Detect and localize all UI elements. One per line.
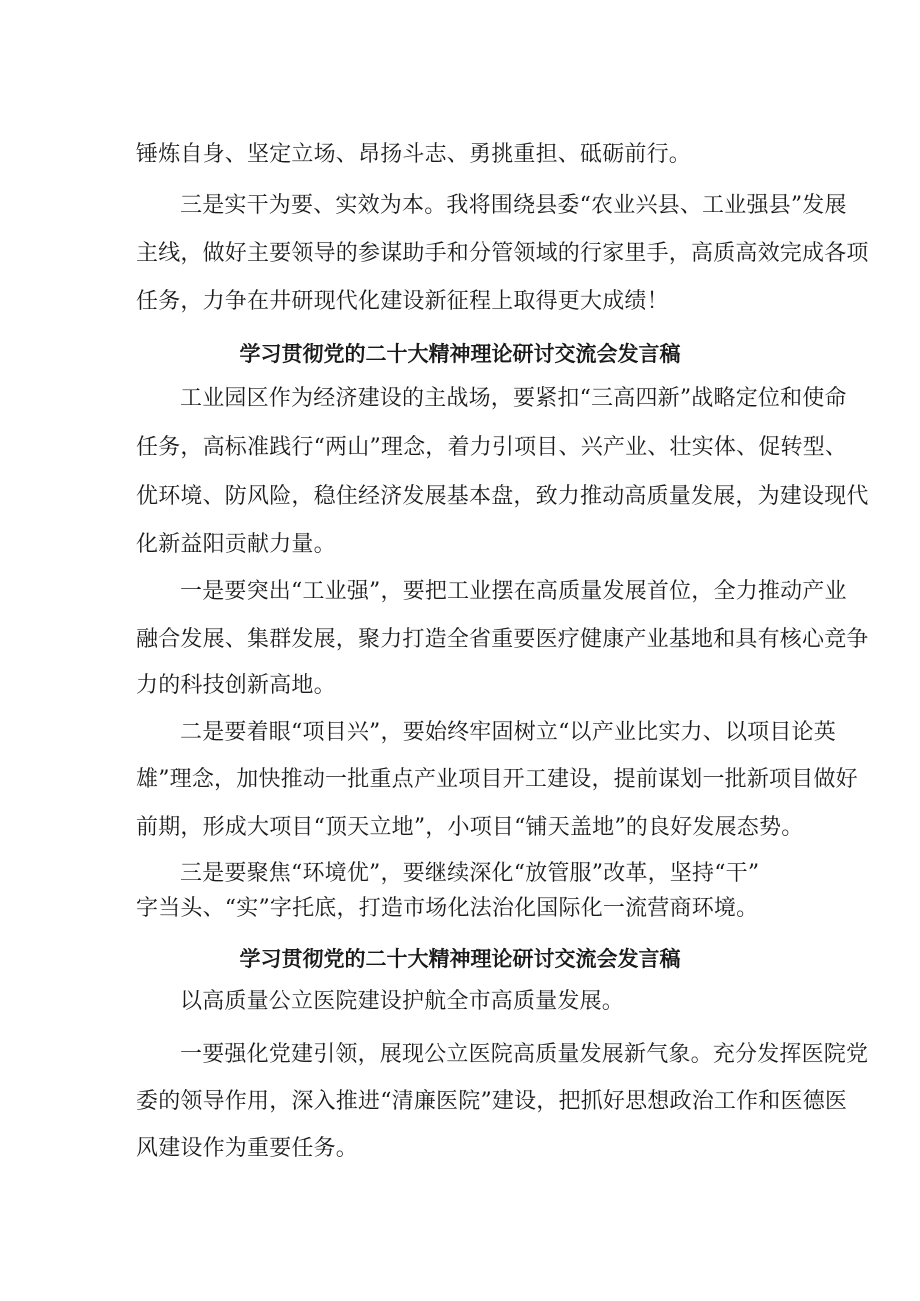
paragraph-line: 优环境、防风险，稳住经济发展基本盘，致力推动高质量发展，为建设现代 <box>136 484 869 509</box>
paragraph-line: 前期，形成大项目“顶天立地”，小项目“铺天盖地”的良好发展态势。 <box>136 815 804 840</box>
paragraph-line: 风建设作为重要任务。 <box>136 1136 359 1161</box>
paragraph-line: 力的科技创新高地。 <box>136 673 336 698</box>
paragraph-line: 二是要着眼“项目兴”，要始终牢固树立“以产业比实力、以项目论英 <box>180 720 836 745</box>
paragraph-line: 任务，力争在井研现代化建设新征程上取得更大成绩！ <box>136 289 669 314</box>
paragraph-line: 字当头、“实”字托底，打造市场化法治化国际化一流营商环境。 <box>136 896 759 921</box>
paragraph-line: 一是要突出“工业强”，要把工业摆在高质量发展首位，全力推动产业 <box>180 579 847 604</box>
paragraph-line: 三是要聚焦“环境优”，要继续深化“放管服”改革，坚持“干” <box>180 861 760 886</box>
paragraph-line: 融合发展、集群发展，聚力打造全省重要医疗健康产业基地和具有核心竞争 <box>136 627 869 652</box>
paragraph-line: 三是实干为要、实效为本。我将围绕县委“农业兴县、工业强县”发展 <box>180 193 847 218</box>
paragraph-line: 锤炼自身、坚定立场、昂扬斗志、勇挑重担、砥砺前行。 <box>136 142 692 167</box>
paragraph-line: 化新益阳贡献力量。 <box>136 532 336 557</box>
section-title: 学习贯彻党的二十大精神理论研讨交流会发言稿 <box>239 342 681 366</box>
paragraph-line: 以高质量公立医院建设护航全市高质量发展。 <box>180 989 625 1014</box>
paragraph-line: 委的领导作用，深入推进“清廉医院”建设，把抓好思想政治工作和医德医 <box>136 1089 848 1114</box>
paragraph-line: 一要强化党建引领，展现公立医院高质量发展新气象。充分发挥医院党 <box>180 1042 869 1067</box>
paragraph-line: 任务，高标准践行“两山”理念，着力引项目、兴产业、壮实体、促转型、 <box>136 435 848 460</box>
paragraph-line: 工业园区作为经济建设的主战场，要紧扣“三高四新”战略定位和使命 <box>180 386 847 411</box>
paragraph-line: 主线，做好主要领导的参谋助手和分管领域的行家里手，高质高效完成各项 <box>136 241 869 266</box>
section-title: 学习贯彻党的二十大精神理论研讨交流会发言稿 <box>239 947 681 971</box>
paragraph-line: 雄”理念，加快推动一批重点产业项目开工建设，提前谋划一批新项目做好 <box>136 767 858 792</box>
